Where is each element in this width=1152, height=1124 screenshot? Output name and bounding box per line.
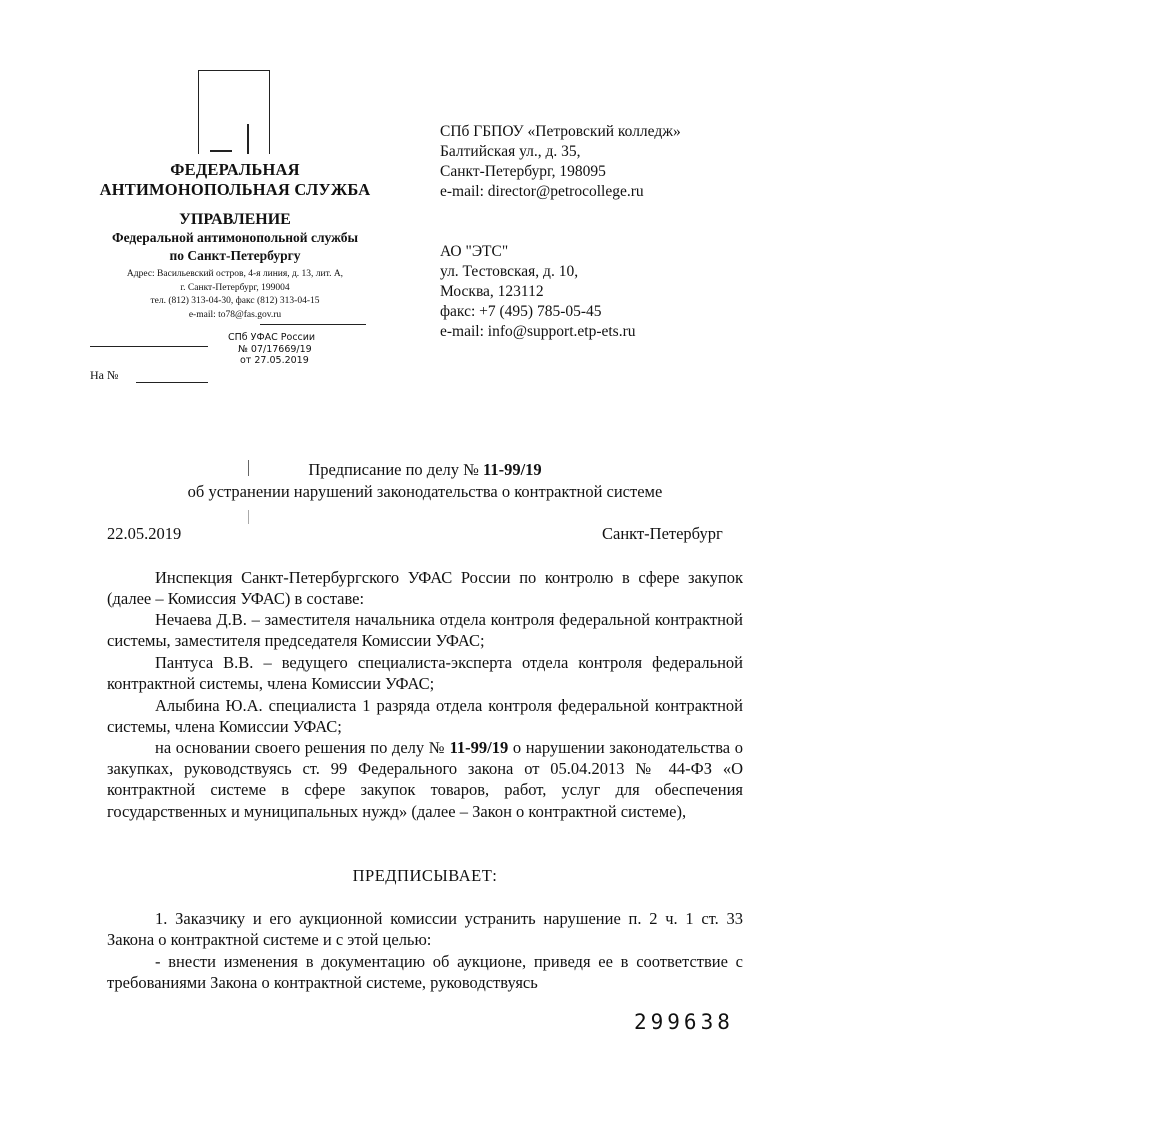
order-item-1-sub: - внести изменения в документацию об аукционе, приведя ее в соответствие с требованиями Закона о контрактной системе, руководствуясь: [107, 952, 743, 993]
recipient-block-2: [440, 242, 760, 342]
reply-to-label: [90, 368, 118, 383]
p5-prefix: на основании своего решения по делу №: [155, 738, 450, 757]
reply-to-text: На №: [90, 368, 119, 382]
document-title: [100, 459, 750, 481]
recipient2-line: ул. Тестовская, д. 10,: [440, 263, 579, 280]
department-line3: по Санкт-Петербургу: [169, 248, 301, 263]
address-line4: e-mail: to78@fas.gov.ru: [188, 309, 282, 320]
recipient2-line: Москва, 123112: [440, 283, 544, 300]
stamp-line3: от 27.05.2019: [240, 355, 309, 366]
agency-name-line1: ФЕДЕРАЛЬНАЯ: [170, 160, 300, 179]
recipient2-line: АО "ЭТС": [440, 243, 509, 260]
p5-case-number: 11-99/19: [449, 738, 509, 757]
recipient1-line: Санкт-Петербург, 198095: [440, 163, 606, 180]
recipient-block-1: [440, 122, 760, 202]
body-paragraph-3: Пантуса В.В. – ведущего специалиста-эксперта отдела контроля федеральной контрактной системы, члена Комиссии УФАС;: [107, 653, 743, 694]
department-address: [80, 268, 390, 322]
department-line2: Федеральной антимонопольной службы: [111, 230, 359, 245]
recipient2-line: факс: +7 (495) 785-05-45: [440, 303, 602, 320]
stamp-line1: СПб УФАС России: [228, 332, 316, 343]
document-subtitle: [100, 481, 750, 503]
body-paragraph-5: [107, 737, 743, 822]
reply-to-line: [136, 382, 208, 383]
address-separator: [260, 324, 366, 325]
section-heading: ПРЕДПИСЫВАЕТ:: [352, 866, 498, 885]
registration-stamp: [228, 332, 348, 367]
emblem-dash: [210, 150, 232, 152]
recipient1-line: Балтийская ул., д. 35,: [440, 143, 581, 160]
agency-name: [80, 160, 390, 200]
document-date: 22.05.2019: [107, 524, 182, 543]
stamp-line2: № 07/17669/19: [238, 343, 312, 355]
body-paragraph-4: Алыбина Ю.А. специалиста 1 разряда отдела контроля федеральной контрактной системы, члена Комиссии УФАС;: [107, 696, 743, 737]
emblem-frame: [198, 70, 270, 154]
document-city: Санкт-Петербург: [602, 524, 723, 543]
document-number: 299638: [634, 1010, 734, 1034]
p5-suffix: о нарушении законодательства о закупках, руководствуясь ст. 99 Федерального закона от 05.04.2013 № 44-ФЗ «О контрактной системе в сфере закупок товаров, работ, услуг для обеспечения государственных и муниципальных нужд» (далее – Закон о контрактной системе),: [107, 738, 743, 821]
recipient1-line: e-mail: director@petrocollege.ru: [440, 183, 644, 200]
outgoing-number-line: [90, 346, 208, 347]
body-paragraph-1: Инспекция Санкт-Петербургского УФАС России по контролю в сфере закупок (далее – Комиссия УФАС) в составе:: [107, 568, 743, 609]
subtitle-text: об устранении нарушений законодательства о контрактной системе: [187, 482, 663, 501]
emblem-mark: [247, 124, 249, 154]
title-case-number: 11-99/19: [483, 460, 542, 479]
address-line3: тел. (812) 313-04-30, факс (812) 313-04-15: [150, 296, 320, 306]
department-line1: УПРАВЛЕНИЕ: [179, 211, 291, 228]
agency-name-line2: АНТИМОНОПОЛЬНАЯ СЛУЖБА: [99, 180, 371, 199]
address-line2: г. Санкт-Петербург, 199004: [180, 282, 290, 293]
title-prefix: Предписание по делу №: [308, 460, 483, 479]
recipient2-line: e-mail: info@support.etp-ets.ru: [440, 323, 636, 340]
scan-mark: [248, 510, 249, 524]
address-line1: Адрес: Васильевский остров, 4-я линия, д. 13, лит. А,: [126, 269, 344, 279]
order-item-1: 1. Заказчику и его аукционной комиссии устранить нарушение п. 2 ч. 1 ст. 33 Закона о контрактной системе и с этой целью:: [107, 909, 743, 950]
recipient1-line: СПб ГБПОУ «Петровский колледж»: [440, 123, 681, 140]
body-paragraph-2: Нечаева Д.В. – заместителя начальника отдела контроля федеральной контрактной системы, заместителя председателя Комиссии УФАС;: [107, 610, 743, 651]
department-name: [80, 211, 390, 265]
